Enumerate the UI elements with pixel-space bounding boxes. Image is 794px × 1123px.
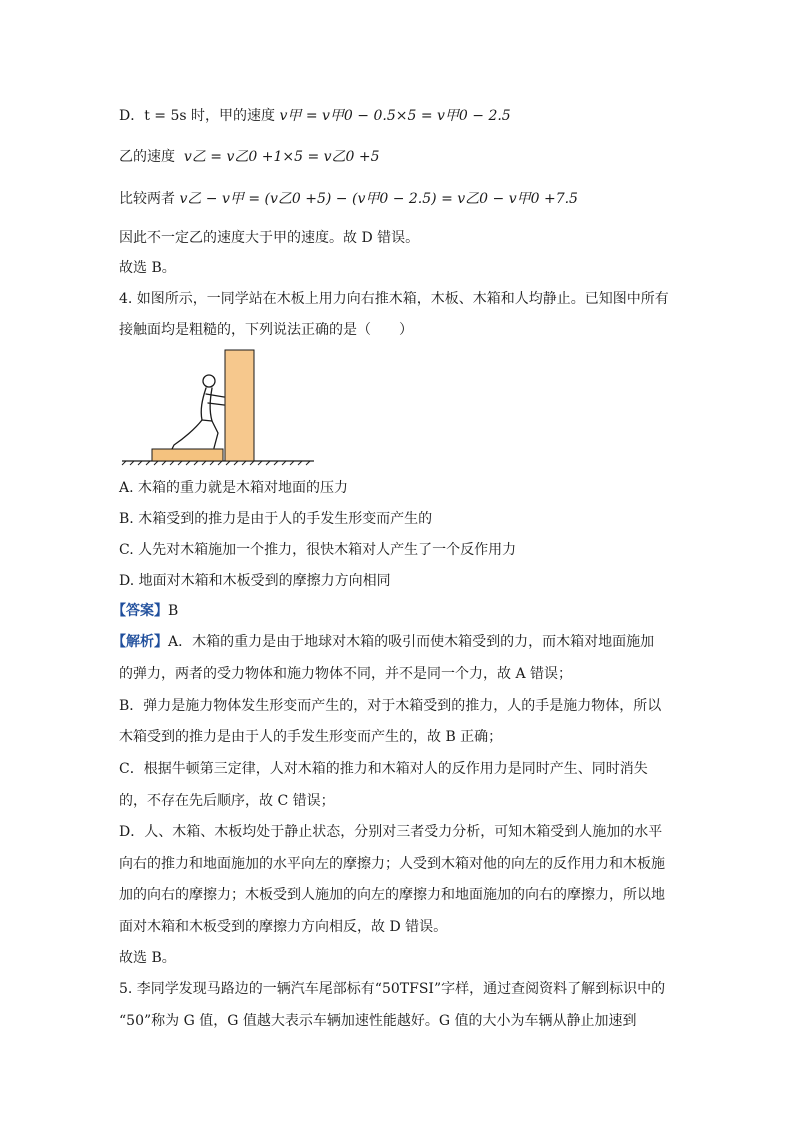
question-4-line-2: 接触面均是粗糙的，下列说法正确的是（ ） [119,322,413,338]
line-conclusion: 因此不一定乙的速度大于甲的速度。故 D 错误。 [119,230,420,246]
choose-q4: 故选 B。 [119,950,176,966]
option-a: A. 木箱的重力就是木箱对地面的压力 [119,480,349,496]
question-4-line-1: 4. 如图所示，一同学站在木板上用力向右推木箱，木板、木箱和人均静止。已知图中所有 [119,291,669,307]
option-b: B. 木箱受到的推力是由于人的手发生形变而产生的 [119,511,433,527]
wooden-box [225,350,254,461]
answer-tag: 【答案】 [112,603,168,619]
answer-line [112,601,678,621]
person-figure [172,375,224,449]
analysis-d-line-4: 面对木箱和木板受到的摩擦力方向相反，故 D 错误。 [119,919,448,935]
option-d: D. 地面对木箱和木板受到的摩擦力方向相同 [119,573,391,589]
question-5-line-2: “50”称为 G 值，G 值越大表示车辆加速性能越好。G 值的大小为车辆从静止加速到 [119,1013,637,1029]
analysis-d-line-1: D．人、木箱、木板均处于静止状态，分别对三者受力分析，可知木箱受到人施加的水平 [119,824,663,840]
line-d-jia: D．t = 5s 时，甲的速度 v甲 = v甲0 − 0.5×5 = v甲0 − 2.5 [119,108,511,124]
answer-value: B [168,603,179,619]
line-choose-prev: 故选 B。 [119,260,176,276]
analysis-c-line-1: C．根据牛顿第三定律，人对木箱的推力和木箱对人的反作用力是同时产生、同时消失 [119,761,648,777]
analysis-b-line-2: 木箱受到的推力是由于人的手发生形变而产生的，故 B 正确； [119,729,503,745]
analysis-a-line-1: 【解析】A．木箱的重力是由于地球对木箱的吸引而使木箱受到的力，而木箱对地面施加 [112,634,655,650]
analysis-tag: 【解析】 [112,634,168,650]
question-5-line-1: 5. 李同学发现马路边的一辆汽车尾部标有“50TFSI”字样，通过查阅资料了解到标识中的 [119,981,666,997]
push-box-figure [120,345,320,470]
analysis-d-line-2: 向右的推力和地面施加的水平向左的摩擦力；人受到木箱对他的向左的反作用力和木板施 [119,856,665,872]
analysis-a-line-2: 的弹力，两者的受力物体和施力物体不同，并不是同一个力，故 A 错误； [119,666,573,682]
analysis-b-line-1: B．弹力是施力物体发生形变而产生的，对于木箱受到的推力，人的手是施力物体，所以 [119,698,662,714]
line-compare: 比较两者 v乙 − v甲 = (v乙0 +5) − (v甲0 − 2.5) = v乙0 − v甲0 +7.5 [119,191,578,207]
analysis-c-line-2: 的，不存在先后顺序，故 C 错误； [119,793,335,809]
option-c: C. 人先对木箱施加一个推力，很快木箱对人产生了一个反作用力 [119,542,517,558]
analysis-d-line-3: 加的向右的摩擦力；木板受到人施加的向左的摩擦力和地面施加的向右的摩擦力，所以地 [119,887,665,903]
wooden-board [152,449,223,461]
ground-hatch [122,461,310,465]
line-yi-speed: 乙的速度 v乙 = v乙0 +1×5 = v乙0 +5 [119,149,380,165]
